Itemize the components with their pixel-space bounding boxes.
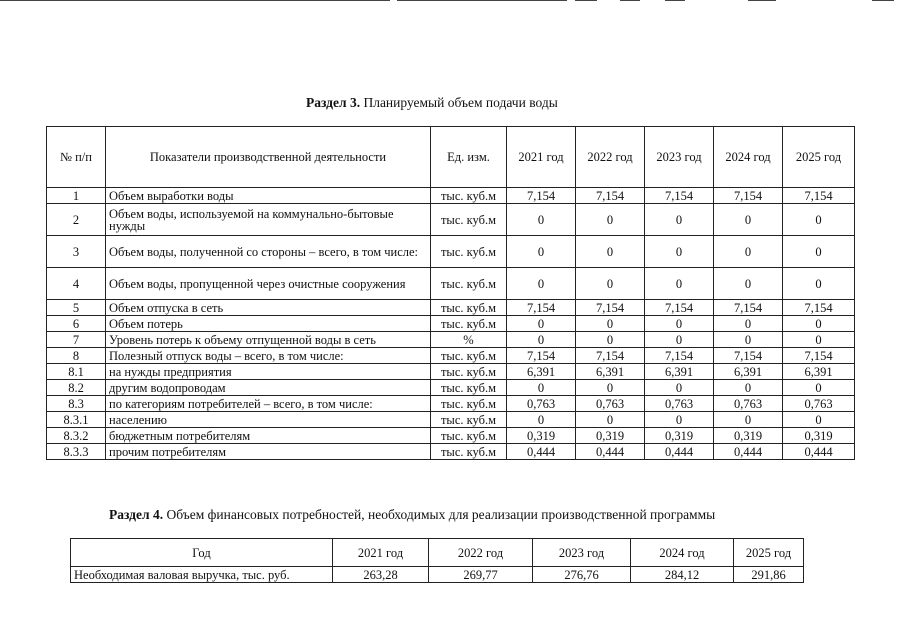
row-number: 3 <box>47 236 106 268</box>
value-2022: 0 <box>576 236 645 268</box>
row-number: 5 <box>47 300 106 316</box>
table-header-row <box>71 539 804 567</box>
value-2025: 0,319 <box>783 428 855 444</box>
table-row <box>47 380 855 396</box>
table-row <box>47 348 855 364</box>
section-4-title-text: Объем финансовых потребностей, необходимых для реализации производственной программы <box>163 507 716 522</box>
section-4-title <box>109 507 715 523</box>
value-2025: 0 <box>783 412 855 428</box>
value-2025: 7,154 <box>783 188 855 204</box>
table-row <box>47 428 855 444</box>
value-2024: 7,154 <box>714 348 783 364</box>
indicator-name: Объем выработки воды <box>106 188 431 204</box>
value-2022: 7,154 <box>576 300 645 316</box>
section-3-title-bold: Раздел 3. <box>306 95 361 110</box>
section-4-title-bold: Раздел 4. <box>109 507 164 522</box>
table-row <box>47 332 855 348</box>
financial-needs-table <box>70 538 804 583</box>
header-year-2023: 2023 год <box>533 539 631 567</box>
revenue-2025: 291,86 <box>734 567 804 583</box>
value-2022: 0 <box>576 380 645 396</box>
value-2021: 7,154 <box>507 300 576 316</box>
row-number: 8.1 <box>47 364 106 380</box>
header-year-2022: 2022 год <box>429 539 533 567</box>
value-2025: 0,763 <box>783 396 855 412</box>
indicator-name: Полезный отпуск воды – всего, в том числе: <box>106 348 431 364</box>
scan-artifact <box>665 0 685 1</box>
value-2023: 7,154 <box>645 348 714 364</box>
unit-cell: тыс. куб.м <box>431 380 507 396</box>
value-2025: 0 <box>783 204 855 236</box>
table-row <box>47 412 855 428</box>
value-2021: 0 <box>507 268 576 300</box>
value-2022: 0 <box>576 332 645 348</box>
unit-cell: тыс. куб.м <box>431 316 507 332</box>
value-2025: 0 <box>783 316 855 332</box>
value-2021: 0 <box>507 412 576 428</box>
value-2024: 0 <box>714 412 783 428</box>
value-2024: 0 <box>714 236 783 268</box>
table-row <box>47 396 855 412</box>
row-number: 8.3.2 <box>47 428 106 444</box>
table-header-row <box>47 127 855 188</box>
scan-artifact <box>575 0 597 1</box>
header-year-2023: 2023 год <box>645 127 714 188</box>
indicator-name: Объем воды, полученной со стороны – всего, в том числе: <box>106 236 431 268</box>
unit-cell: тыс. куб.м <box>431 364 507 380</box>
value-2024: 7,154 <box>714 188 783 204</box>
value-2021: 0 <box>507 204 576 236</box>
table-row <box>47 300 855 316</box>
table-body <box>47 188 855 460</box>
unit-cell: тыс. куб.м <box>431 236 507 268</box>
value-2025: 0,444 <box>783 444 855 460</box>
value-2022: 7,154 <box>576 188 645 204</box>
value-2022: 0,763 <box>576 396 645 412</box>
value-2021: 0,444 <box>507 444 576 460</box>
value-2024: 0 <box>714 268 783 300</box>
value-2025: 6,391 <box>783 364 855 380</box>
table-row <box>71 567 804 583</box>
indicator-name: по категориям потребителей – всего, в том числе: <box>106 396 431 412</box>
value-2023: 0,763 <box>645 396 714 412</box>
value-2022: 0 <box>576 412 645 428</box>
value-2023: 0,319 <box>645 428 714 444</box>
revenue-2023: 276,76 <box>533 567 631 583</box>
value-2021: 6,391 <box>507 364 576 380</box>
value-2021: 0 <box>507 332 576 348</box>
indicator-name: другим водопроводам <box>106 380 431 396</box>
value-2021: 7,154 <box>507 188 576 204</box>
revenue-2021: 263,28 <box>333 567 429 583</box>
value-2023: 0,444 <box>645 444 714 460</box>
table-row <box>47 236 855 268</box>
revenue-2022: 269,77 <box>429 567 533 583</box>
row-number: 8 <box>47 348 106 364</box>
unit-cell: тыс. куб.м <box>431 268 507 300</box>
scan-artifact <box>397 0 567 1</box>
row-number: 1 <box>47 188 106 204</box>
unit-cell: тыс. куб.м <box>431 412 507 428</box>
table-row <box>47 364 855 380</box>
value-2021: 0 <box>507 316 576 332</box>
value-2021: 0 <box>507 236 576 268</box>
table-row <box>47 316 855 332</box>
header-year-2021: 2021 год <box>507 127 576 188</box>
indicator-name: на нужды предприятия <box>106 364 431 380</box>
header-year-2025: 2025 год <box>734 539 804 567</box>
row-number: 8.2 <box>47 380 106 396</box>
value-2023: 0 <box>645 412 714 428</box>
value-2024: 0,319 <box>714 428 783 444</box>
header-year-2021: 2021 год <box>333 539 429 567</box>
scan-artifact <box>0 0 390 1</box>
value-2023: 0 <box>645 316 714 332</box>
value-2024: 0 <box>714 332 783 348</box>
water-supply-table <box>46 126 855 460</box>
header-year-2022: 2022 год <box>576 127 645 188</box>
value-2025: 7,154 <box>783 300 855 316</box>
indicator-name: бюджетным потребителям <box>106 428 431 444</box>
value-2024: 0,444 <box>714 444 783 460</box>
value-2023: 0 <box>645 268 714 300</box>
header-year-2024: 2024 год <box>714 127 783 188</box>
header-year: Год <box>71 539 333 567</box>
value-2022: 0 <box>576 268 645 300</box>
value-2025: 7,154 <box>783 348 855 364</box>
indicator-name: Уровень потерь к объему отпущенной воды в сеть <box>106 332 431 348</box>
value-2021: 7,154 <box>507 348 576 364</box>
value-2022: 0,444 <box>576 444 645 460</box>
indicator-name: Объем воды, пропущенной через очистные сооружения <box>106 268 431 300</box>
unit-cell: тыс. куб.м <box>431 428 507 444</box>
header-year-2025: 2025 год <box>783 127 855 188</box>
value-2025: 0 <box>783 268 855 300</box>
value-2023: 0 <box>645 204 714 236</box>
value-2023: 7,154 <box>645 188 714 204</box>
section-3-title-text: Планируемый объем подачи воды <box>360 95 558 110</box>
value-2025: 0 <box>783 332 855 348</box>
unit-cell: тыс. куб.м <box>431 204 507 236</box>
unit-cell: тыс. куб.м <box>431 188 507 204</box>
row-number: 8.3.1 <box>47 412 106 428</box>
indicator-name: Объем отпуска в сеть <box>106 300 431 316</box>
value-2021: 0 <box>507 380 576 396</box>
value-2025: 0 <box>783 236 855 268</box>
value-2024: 7,154 <box>714 300 783 316</box>
unit-cell: тыс. куб.м <box>431 444 507 460</box>
header-year-2024: 2024 год <box>631 539 734 567</box>
value-2022: 0 <box>576 316 645 332</box>
revenue-label: Необходимая валовая выручка, тыс. руб. <box>71 567 333 583</box>
table-row <box>47 204 855 236</box>
value-2024: 6,391 <box>714 364 783 380</box>
unit-cell: тыс. куб.м <box>431 348 507 364</box>
value-2022: 0,319 <box>576 428 645 444</box>
header-number: № п/п <box>47 127 106 188</box>
value-2021: 0,763 <box>507 396 576 412</box>
unit-cell: % <box>431 332 507 348</box>
value-2022: 0 <box>576 204 645 236</box>
value-2024: 0 <box>714 380 783 396</box>
header-unit: Ед. изм. <box>431 127 507 188</box>
section-3-title <box>306 95 558 111</box>
row-number: 7 <box>47 332 106 348</box>
scan-artifact <box>872 0 894 1</box>
indicator-name: Объем потерь <box>106 316 431 332</box>
table-row <box>47 188 855 204</box>
row-number: 8.3 <box>47 396 106 412</box>
revenue-2024: 284,12 <box>631 567 734 583</box>
row-number: 2 <box>47 204 106 236</box>
value-2022: 7,154 <box>576 348 645 364</box>
indicator-name: Объем воды, используемой на коммунально-бытовые нужды <box>106 204 431 236</box>
value-2024: 0,763 <box>714 396 783 412</box>
value-2023: 0 <box>645 332 714 348</box>
value-2025: 0 <box>783 380 855 396</box>
unit-cell: тыс. куб.м <box>431 300 507 316</box>
value-2023: 6,391 <box>645 364 714 380</box>
indicator-name: прочим потребителям <box>106 444 431 460</box>
header-indicator: Показатели производственной деятельности <box>106 127 431 188</box>
value-2023: 7,154 <box>645 300 714 316</box>
scan-artifact <box>620 0 640 1</box>
scan-artifact <box>748 0 776 1</box>
table-row <box>47 444 855 460</box>
row-number: 4 <box>47 268 106 300</box>
value-2021: 0,319 <box>507 428 576 444</box>
value-2024: 0 <box>714 316 783 332</box>
value-2022: 6,391 <box>576 364 645 380</box>
table-row <box>47 268 855 300</box>
indicator-name: населению <box>106 412 431 428</box>
value-2023: 0 <box>645 236 714 268</box>
unit-cell: тыс. куб.м <box>431 396 507 412</box>
value-2023: 0 <box>645 380 714 396</box>
row-number: 6 <box>47 316 106 332</box>
row-number: 8.3.3 <box>47 444 106 460</box>
value-2024: 0 <box>714 204 783 236</box>
